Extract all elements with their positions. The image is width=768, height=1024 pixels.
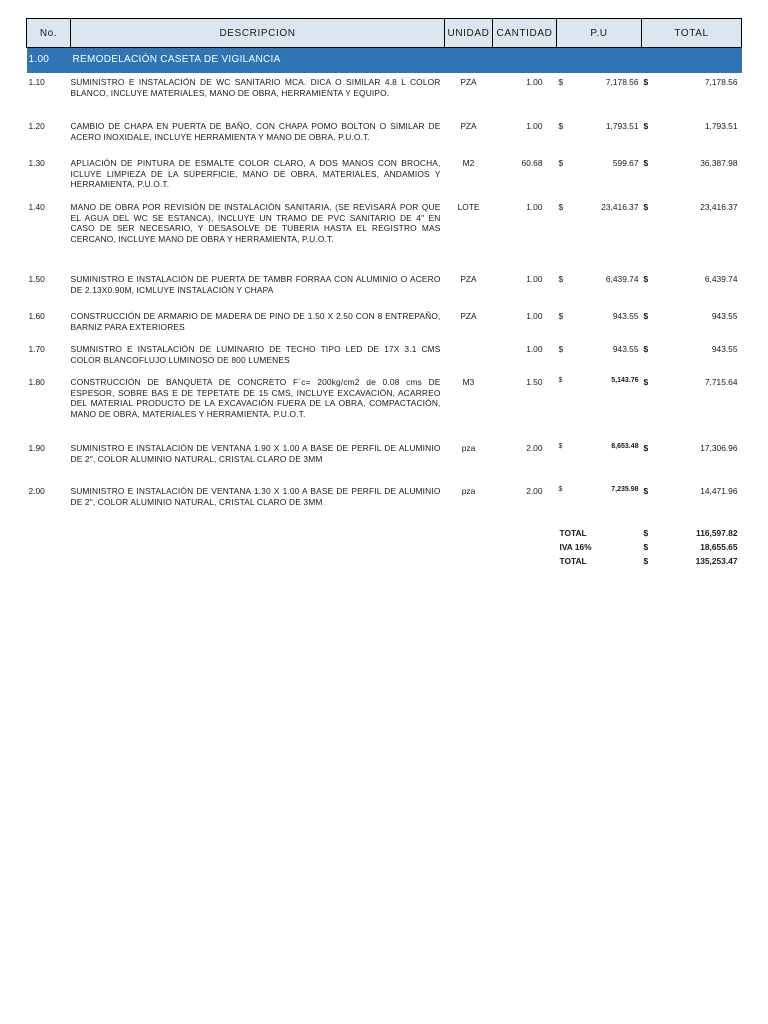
header-unit-price: P.U bbox=[557, 19, 642, 48]
item-total: 1,793.51 bbox=[704, 121, 738, 131]
item-unit-price-cell bbox=[557, 307, 642, 340]
empty-cell bbox=[493, 522, 557, 541]
item-description: SUMINISTRO E INSTALACIÓN DE PUERTA DE TAMBR FORRAA CON ALUMINIO O ACERO DE 2.13X0.90M, ICMLUYE INSTALACIÓN Y CHAPA bbox=[70, 274, 441, 295]
section-title: REMODELACIÓN CASETA DE VIGILANCIA bbox=[71, 48, 742, 74]
item-unit-price: 6,439.74 bbox=[605, 274, 639, 284]
item-unit-price-cell bbox=[557, 482, 642, 522]
empty-cell bbox=[493, 555, 557, 569]
item-unit: PZA bbox=[460, 311, 477, 321]
item-total-cell bbox=[642, 73, 742, 117]
currency-sign: $ bbox=[643, 377, 649, 387]
item-number: 1.10 bbox=[28, 77, 45, 87]
item-unit-price: 23,416.37 bbox=[601, 202, 639, 212]
item-quantity: 60.68 bbox=[521, 158, 543, 168]
currency-sign: $ bbox=[558, 77, 564, 87]
empty-cell bbox=[27, 522, 71, 541]
header-description: DESCRIPCION bbox=[71, 19, 445, 48]
item-total-cell bbox=[642, 270, 742, 307]
table-row bbox=[27, 73, 742, 117]
header-unit: UNIDAD bbox=[445, 19, 493, 48]
item-unit-price: 7,235.98 bbox=[611, 486, 639, 493]
item-unit-price: 8,653.48 bbox=[611, 443, 639, 450]
currency-sign: $ bbox=[558, 377, 563, 384]
item-unit-price-cell bbox=[557, 340, 642, 373]
item-unit bbox=[445, 340, 493, 373]
summary-value: 18,655.65 bbox=[700, 542, 738, 552]
budget-sheet bbox=[26, 18, 741, 569]
item-unit-price: 943.55 bbox=[612, 311, 639, 321]
summary-value-cell bbox=[642, 522, 742, 541]
empty-cell bbox=[445, 555, 493, 569]
summary-row bbox=[27, 555, 742, 569]
item-unit: PZA bbox=[460, 77, 477, 87]
item-total: 7,178.56 bbox=[704, 77, 738, 87]
item-unit: PZA bbox=[460, 274, 477, 284]
item-total: 23,416.37 bbox=[700, 202, 738, 212]
empty-cell bbox=[445, 522, 493, 541]
currency-sign: $ bbox=[643, 77, 649, 87]
section-row bbox=[27, 48, 742, 74]
item-description: SUMINISTRO E INSTALACIÓN DE VENTANA 1.30 X 1.00 A BASE DE PERFIL DE ALUMINIO DE 2", COLOR ALUMINIO NATURAL, CRISTAL CLARO DE 3MM bbox=[70, 486, 441, 507]
item-total: 943.55 bbox=[711, 311, 738, 321]
empty-cell bbox=[27, 541, 71, 555]
summary-label: TOTAL bbox=[559, 528, 587, 538]
currency-sign: $ bbox=[558, 311, 564, 321]
table-row bbox=[27, 373, 742, 439]
item-unit-price-cell bbox=[557, 198, 642, 270]
header-no: No. bbox=[27, 19, 71, 48]
item-total: 14,471.96 bbox=[700, 486, 738, 496]
table-row bbox=[27, 439, 742, 482]
table-row bbox=[27, 198, 742, 270]
empty-cell bbox=[71, 555, 445, 569]
item-unit: M3 bbox=[462, 377, 475, 387]
item-quantity: 1.00 bbox=[526, 202, 543, 212]
currency-sign: $ bbox=[558, 202, 564, 212]
summary-value-cell bbox=[642, 555, 742, 569]
item-quantity: 1.00 bbox=[526, 121, 543, 131]
item-description: CAMBIO DE CHAPA EN PUERTA DE BAÑO, CON CHAPA POMO BOLTON O SIMILAR DE ACERO INOXIDALE, INCLUYE HERRAMIENTA Y MANO DE OBRA, P.U.O.T. bbox=[70, 121, 441, 142]
item-unit-price-cell bbox=[557, 439, 642, 482]
item-unit-price: 599.67 bbox=[612, 158, 639, 168]
currency-sign: $ bbox=[643, 121, 649, 131]
item-number: 1.90 bbox=[28, 443, 45, 453]
item-number: 1.30 bbox=[28, 158, 45, 168]
item-quantity: 2.00 bbox=[526, 443, 543, 453]
item-number: 1.50 bbox=[28, 274, 45, 284]
summary-label: IVA 16% bbox=[559, 542, 592, 552]
table-row bbox=[27, 117, 742, 154]
table-row bbox=[27, 482, 742, 522]
item-total-cell bbox=[642, 340, 742, 373]
item-unit-price: 1,793.51 bbox=[605, 121, 639, 131]
empty-cell bbox=[27, 555, 71, 569]
item-total-cell bbox=[642, 373, 742, 439]
item-unit: pza bbox=[461, 443, 476, 453]
item-number: 1.20 bbox=[28, 121, 45, 131]
summary-value: 116,597.82 bbox=[696, 528, 738, 538]
item-unit: M2 bbox=[462, 158, 475, 168]
table-row bbox=[27, 340, 742, 373]
item-total: 943.55 bbox=[711, 344, 738, 354]
item-total: 7,715.64 bbox=[704, 377, 738, 387]
currency-sign: $ bbox=[643, 528, 649, 538]
summary-row bbox=[27, 541, 742, 555]
empty-cell bbox=[445, 541, 493, 555]
empty-cell bbox=[493, 541, 557, 555]
item-quantity: 1.50 bbox=[526, 377, 543, 387]
item-unit-price: 7,178.56 bbox=[605, 77, 639, 87]
header-quantity: CANTIDAD bbox=[493, 19, 557, 48]
currency-sign: $ bbox=[558, 344, 564, 354]
item-number: 1.70 bbox=[28, 344, 45, 354]
item-number: 1.60 bbox=[28, 311, 45, 321]
item-total-cell bbox=[642, 482, 742, 522]
table-row bbox=[27, 307, 742, 340]
summary-value: 135,253.47 bbox=[695, 556, 738, 566]
item-total: 36,387.98 bbox=[700, 158, 738, 168]
currency-sign: $ bbox=[643, 542, 649, 552]
item-description: CONSTRUCCIÓN DE ARMARIO DE MADERA DE PINO DE 1.50 X 2.50 CON 8 ENTREPAÑO, BARNIZ PARA EXTERIORES bbox=[70, 311, 441, 332]
budget-table bbox=[26, 18, 742, 569]
item-quantity: 1.00 bbox=[526, 311, 543, 321]
item-description: CONSTRUCCIÓN DE BANQUETA DE CONCRETO F`c= 200kg/cm2 de 0.08 cms DE ESPESOR, SOBRE BAS E DE TEPETATE DE 15 CMS, INCLUYE EXCAVACIÓN, ACARREO DEL MATERIAL PRODUCTO DE LA EXCAVACIÓN FUERA DE LA OBRA, COMPACTACIÓN, MANO DE OBRA, MATERIALES Y HERRAMIENTA, P.U.O.T. bbox=[70, 377, 441, 419]
item-unit-price-cell bbox=[557, 154, 642, 198]
item-total-cell bbox=[642, 154, 742, 198]
summary-row bbox=[27, 522, 742, 541]
item-total: 6,439.74 bbox=[704, 274, 738, 284]
item-unit-price-cell bbox=[557, 73, 642, 117]
item-unit-price-cell bbox=[557, 117, 642, 154]
item-total: 17,306.96 bbox=[700, 443, 738, 453]
item-unit-price: 943.55 bbox=[612, 344, 639, 354]
empty-cell bbox=[71, 541, 445, 555]
item-unit-price-cell bbox=[557, 270, 642, 307]
currency-sign: $ bbox=[643, 344, 649, 354]
summary-value-cell bbox=[642, 541, 742, 555]
item-total-cell bbox=[642, 439, 742, 482]
currency-sign: $ bbox=[558, 121, 564, 131]
currency-sign: $ bbox=[643, 556, 649, 566]
header-row bbox=[27, 19, 742, 48]
currency-sign: $ bbox=[643, 443, 649, 453]
item-description: SUMNISTRO E INSTALACIÓN DE LUMINARIO DE TECHO TIPO LED DE 17X 3.1 CMS COLOR BLANCOFLUJO LUMINOSO DE 800 LUMENES bbox=[70, 344, 441, 365]
currency-sign: $ bbox=[643, 311, 649, 321]
item-total-cell bbox=[642, 198, 742, 270]
item-quantity: 1.00 bbox=[526, 344, 543, 354]
currency-sign: $ bbox=[558, 274, 564, 284]
item-number: 1.80 bbox=[28, 377, 45, 387]
item-number: 1.40 bbox=[28, 202, 45, 212]
item-total-cell bbox=[642, 117, 742, 154]
item-description: MANO DE OBRA POR REVISIÓN DE INSTALACIÓN SANITARIA, (SE REVISARÁ POR QUE EL AGUA DEL WC SE ESTANCA), INCLUYE UN TRAMO DE PVC SANITARIO DE 4" EN CASO DE SER NECESARIO, Y DESASOLVE DE TUBERIA HASTA EL REGISTRO MAS CERCANO, INCLUYE MANO DE OBRA Y HERRAMIENTA, P.U.O.T. bbox=[70, 202, 441, 244]
summary-label: TOTAL bbox=[559, 556, 587, 566]
currency-sign: $ bbox=[643, 274, 649, 284]
item-total-cell bbox=[642, 307, 742, 340]
item-quantity: 1.00 bbox=[526, 274, 543, 284]
item-unit: pza bbox=[461, 486, 476, 496]
empty-cell bbox=[71, 522, 445, 541]
item-unit: PZA bbox=[460, 121, 477, 131]
currency-sign: $ bbox=[558, 486, 563, 493]
currency-sign: $ bbox=[643, 486, 649, 496]
table-row bbox=[27, 154, 742, 198]
header-total: TOTAL bbox=[642, 19, 742, 48]
item-unit: LOTE bbox=[457, 202, 480, 212]
item-description: SUMINISTRO E INSTALACIÓN DE VENTANA 1.90 X 1.00 A BASE DE PERFIL DE ALUMINIO DE 2", COLOR ALUMINIO NATURAL, CRISTAL CLARO DE 3MM bbox=[70, 443, 441, 464]
item-quantity: 2.00 bbox=[526, 486, 543, 496]
item-unit-price-cell bbox=[557, 373, 642, 439]
currency-sign: $ bbox=[643, 158, 649, 168]
section-number: 1.00 bbox=[27, 48, 71, 74]
currency-sign: $ bbox=[643, 202, 649, 212]
item-unit-price: 5,143.76 bbox=[611, 377, 639, 384]
currency-sign: $ bbox=[558, 158, 564, 168]
item-number: 2.00 bbox=[28, 486, 45, 496]
table-row bbox=[27, 270, 742, 307]
item-quantity: 1.00 bbox=[526, 77, 543, 87]
item-description: SUMINISTRO E INSTALACIÓN DE WC SANITARIO MCA. DICA O SIMILAR 4.8 L COLOR BLANCO, INCLUYE MATERIALES, MANO DE OBRA, HERRAMIENTA Y EQUIPO. bbox=[70, 77, 441, 98]
item-description: APLIACIÓN DE PINTURA DE ESMALTE COLOR CLARO, A DOS MANOS CON BROCHA, ICLUYE LIMPIEZA DE LA SUPERFICIE, MANO DE OBRA, MATERIALES, ANDAMIOS Y HERRAMIENTA, P.U.O.T. bbox=[70, 158, 441, 189]
currency-sign: $ bbox=[558, 443, 563, 450]
